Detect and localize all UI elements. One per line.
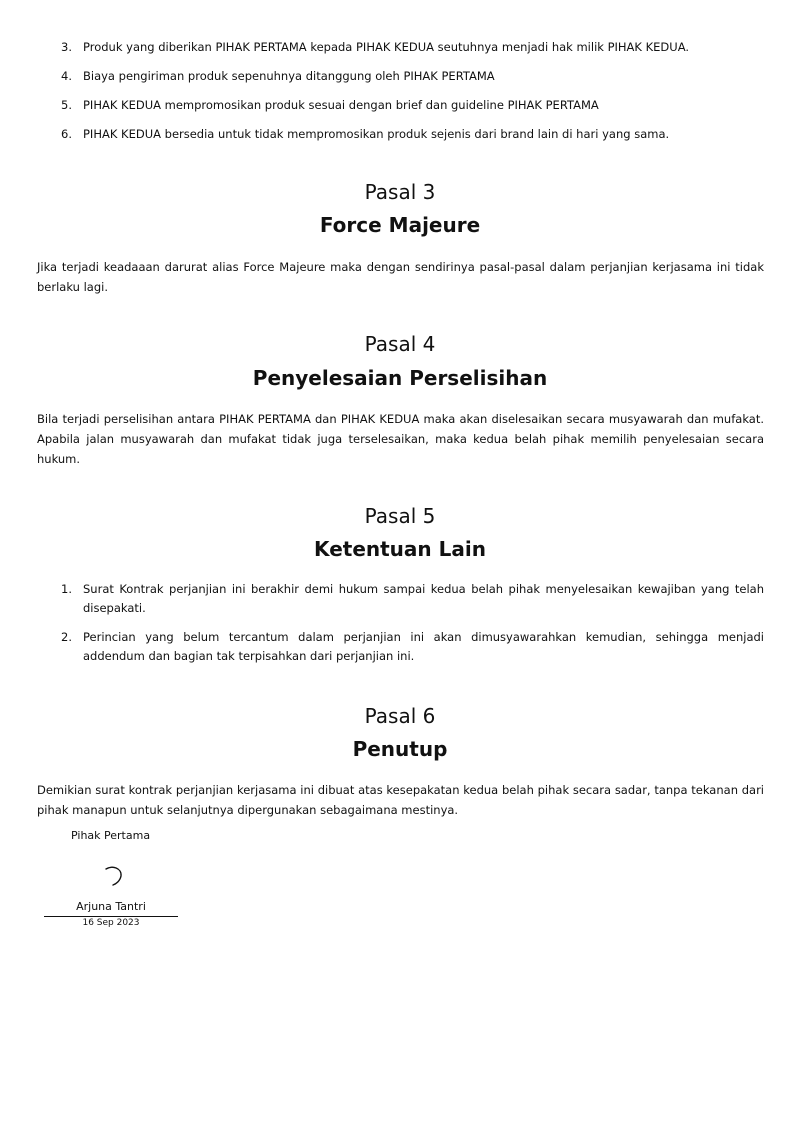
pasal4-title: Penyelesaian Perselisihan bbox=[252, 366, 548, 390]
pasal4-label: Pasal 4 bbox=[364, 332, 436, 356]
pasal5-label: Pasal 5 bbox=[364, 504, 436, 528]
signatory-name: Arjuna Tantri bbox=[76, 900, 146, 913]
item-text: Surat Kontrak perjanjian ini berakhir demi hukum sampai kedua belah pihak menyelesaikan kewajiban yang telah disepakati. bbox=[83, 582, 764, 615]
obligations-list bbox=[37, 38, 764, 154]
item-number: 6. bbox=[61, 127, 72, 141]
pasal5-title: Ketentuan Lain bbox=[314, 537, 486, 561]
list-item bbox=[37, 38, 764, 57]
pasal6-label: Pasal 6 bbox=[364, 704, 436, 728]
ketentuan-list bbox=[37, 580, 764, 676]
item-text: PIHAK KEDUA bersedia untuk tidak mempromosikan produk sejenis dari brand lain di hari yang sama. bbox=[83, 127, 670, 141]
list-item bbox=[37, 580, 764, 618]
pasal6-body: Demikian surat kontrak perjanjian kerjasama ini dibuat atas kesepakatan kedua belah pihak secara sadar, tanpa tekanan dari pihak manapun untuk selanjutnya dipergunakan sebagaimana mestinya. bbox=[37, 783, 764, 817]
item-text: Produk yang diberikan PIHAK PERTAMA kepada PIHAK KEDUA seutuhnya menjadi hak milik PIHAK KEDUA. bbox=[83, 40, 690, 54]
list-item bbox=[37, 125, 764, 144]
item-text: Perincian yang belum tercantum dalam perjanjian ini akan dimusyawarahkan kemudian, sehingga menjadi addendum dan bagian tak terpisahkan dari perjanjian ini. bbox=[83, 630, 764, 663]
list-item bbox=[37, 67, 764, 86]
item-number: 4. bbox=[61, 69, 72, 83]
list-item bbox=[37, 628, 764, 666]
item-text: Biaya pengiriman produk sepenuhnya ditanggung oleh PIHAK PERTAMA bbox=[83, 69, 495, 83]
pasal3-body: Jika terjadi keadaaan darurat alias Force Majeure maka dengan sendirinya pasal-pasal dalam perjanjian kerjasama ini tidak berlaku lagi. bbox=[37, 260, 764, 294]
item-number: 2. bbox=[61, 630, 72, 644]
item-number: 3. bbox=[61, 40, 72, 54]
signature-scribble-icon bbox=[102, 864, 126, 888]
signature-date: 16 Sep 2023 bbox=[82, 918, 140, 928]
list-item bbox=[37, 96, 764, 115]
signature-line bbox=[44, 916, 178, 917]
signature-mark bbox=[102, 864, 126, 892]
pasal3-label: Pasal 3 bbox=[364, 180, 436, 204]
pasal6-title: Penutup bbox=[352, 737, 448, 761]
pasal4-body: Bila terjadi perselisihan antara PIHAK PERTAMA dan PIHAK KEDUA maka akan diselesaikan secara musyawarah dan mufakat. Apabila jalan musyawarah dan mufakat tidak juga terselesaikan, maka kedua belah pihak memilih penyelesaian secara hukum. bbox=[37, 412, 764, 466]
item-number: 1. bbox=[61, 582, 72, 596]
item-text: PIHAK KEDUA mempromosikan produk sesuai dengan brief dan guideline PIHAK PERTAMA bbox=[83, 98, 599, 112]
party-label: Pihak Pertama bbox=[71, 829, 151, 842]
pasal3-title: Force Majeure bbox=[319, 213, 481, 237]
item-number: 5. bbox=[61, 98, 72, 112]
